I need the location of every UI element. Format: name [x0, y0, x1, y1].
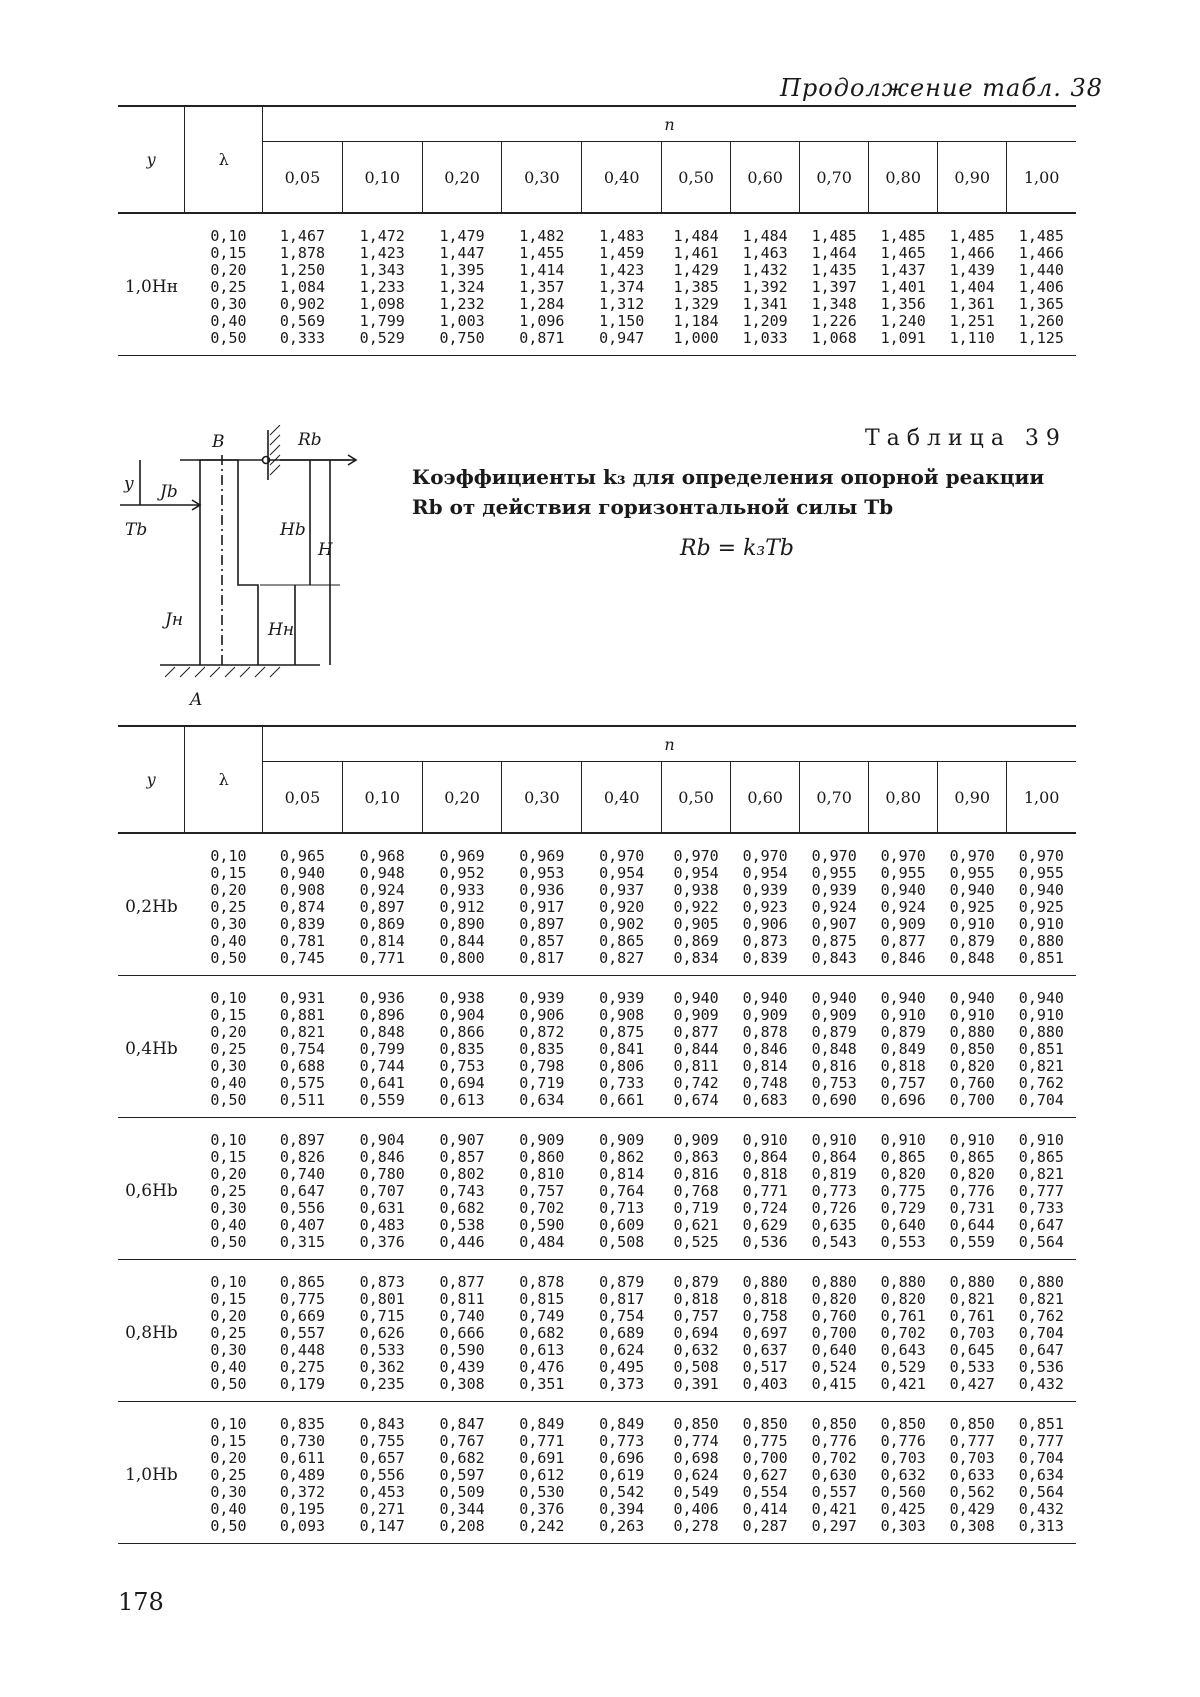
coefficient-column: 0,873 0,801 0,715 0,626 0,533 0,362 0,235: [342, 1260, 422, 1402]
n-value-header: 0,20: [422, 142, 502, 214]
coefficient-column: 0,970 0,955 0,940 0,924 0,909 0,877 0,846: [880, 847, 926, 967]
label-Jn: Jн: [165, 610, 184, 630]
coefficient-column: 0,849 0,773 0,696 0,619 0,542 0,394 0,263: [582, 1402, 662, 1544]
coefficient-column: 0,965 0,940 0,908 0,874 0,839 0,781 0,745: [279, 847, 326, 967]
coefficient-column: 0,939 0,906 0,872 0,835 0,798 0,719 0,634: [502, 976, 582, 1118]
n-value-header: 0,30: [502, 142, 582, 214]
n-value-header: 0,10: [342, 142, 422, 214]
table-38: [118, 105, 1076, 356]
lambda-values: 0,10 0,15 0,20 0,25 0,30 0,40 0,50: [185, 1118, 263, 1260]
n-value-header: 0,10: [342, 762, 422, 834]
coefficient-column: 0,970 0,955 0,940 0,925 0,910 0,880 0,851: [1018, 847, 1064, 967]
n-value-header: 0,30: [502, 762, 582, 834]
column-schema-diagram: [120, 425, 390, 715]
coefficient-column: 0,940 0,910 0,880 0,850 0,820 0,760 0,700: [938, 976, 1007, 1118]
lambda-values: 0,10 0,15 0,20 0,25 0,30 0,40 0,50: [185, 1402, 263, 1544]
n-value-header: 0,80: [869, 142, 938, 214]
coefficient-column: 0,850 0,774 0,698 0,624 0,549 0,406 0,278: [662, 1402, 731, 1544]
coefficient-column: 0,970 0,955 0,940 0,925 0,910 0,879 0,848: [949, 847, 995, 967]
y-header: y: [146, 770, 156, 789]
coefficient-column: 1,484 1,463 1,432 1,392 1,341 1,209 1,033: [742, 227, 788, 347]
n-value-header: 0,40: [582, 142, 662, 214]
coefficient-column: 0,849 0,771 0,691 0,612 0,530 0,376 0,242: [502, 1402, 582, 1544]
n-header: n: [263, 106, 1076, 142]
coefficient-column: 1,472 1,423 1,343 1,233 1,098 1,799 0,529: [359, 227, 405, 347]
coefficient-column: 0,968 0,948 0,924 0,897 0,869 0,814 0,771: [359, 847, 405, 967]
y-value: 0,6Hb: [118, 1118, 185, 1260]
coefficient-column: 1,483 1,459 1,423 1,374 1,312 1,150 0,947: [599, 227, 645, 347]
label-H: H: [318, 540, 333, 560]
coefficient-column: 0,970 0,954 0,938 0,922 0,905 0,869 0,834: [673, 847, 719, 967]
lambda-values: 0,10 0,15 0,20 0,25 0,30 0,40 0,50: [210, 227, 247, 347]
n-value-header: 0,60: [731, 142, 800, 214]
lambda-values: 0,10 0,15 0,20 0,25 0,30 0,40 0,50: [210, 847, 247, 967]
y-value: 0,8Hb: [118, 1260, 185, 1402]
continuation-label: Продолжение табл. 38: [780, 74, 1104, 102]
n-value-header: 0,40: [582, 762, 662, 834]
label-Jb: Jb: [160, 482, 178, 502]
coefficient-column: 1,484 1,461 1,429 1,385 1,329 1,184 1,000: [673, 227, 719, 347]
coefficient-column: 0,940 0,910 0,879 0,849 0,818 0,757 0,696: [869, 976, 938, 1118]
table-body: [118, 213, 1076, 356]
coefficient-column: 1,479 1,447 1,395 1,324 1,232 1,003 0,750: [439, 227, 485, 347]
coefficient-column: 0,879 0,817 0,754 0,689 0,624 0,495 0,373: [582, 1260, 662, 1402]
n-value-header: 1,00: [1007, 142, 1076, 214]
table-39-number: Таблица 39: [865, 426, 1067, 451]
table-row: [118, 213, 1076, 356]
y-header: y: [146, 150, 156, 169]
n-value-header: 0,05: [263, 762, 343, 834]
page-number: 178: [118, 1588, 164, 1616]
coefficient-column: 0,879 0,818 0,757 0,694 0,632 0,508 0,391: [662, 1260, 731, 1402]
n-header: n: [263, 726, 1076, 762]
coefficient-column: 1,467 1,878 1,250 1,084 0,902 0,569 0,333: [279, 227, 326, 347]
table-39-formula: Rb = k₃Tb: [680, 536, 794, 561]
coefficient-column: 0,910 0,865 0,820 0,775 0,729 0,640 0,553: [869, 1118, 938, 1260]
coefficient-column: 1,485 1,464 1,435 1,397 1,348 1,226 1,068: [811, 227, 857, 347]
coefficient-column: 0,939 0,908 0,875 0,841 0,806 0,733 0,661: [582, 976, 662, 1118]
coefficient-column: 0,878 0,815 0,749 0,682 0,613 0,476 0,351: [502, 1260, 582, 1402]
label-A: A: [190, 690, 203, 710]
coefficient-column: 0,850 0,775 0,700 0,627 0,554 0,414 0,287: [731, 1402, 800, 1544]
coefficient-column: 0,850 0,776 0,703 0,632 0,560 0,425 0,303: [869, 1402, 938, 1544]
coefficient-column: 0,850 0,776 0,702 0,630 0,557 0,421 0,297: [800, 1402, 869, 1544]
n-value-header: 0,70: [800, 762, 869, 834]
coefficient-column: 0,910 0,864 0,819 0,773 0,726 0,635 0,543: [800, 1118, 869, 1260]
y-value: 0,4Hb: [118, 976, 185, 1118]
table-body: [118, 833, 1076, 1544]
label-y: y: [124, 474, 134, 494]
coefficient-column: 0,910 0,864 0,818 0,771 0,724 0,629 0,536: [731, 1118, 800, 1260]
n-values-row: [118, 762, 1076, 834]
coefficient-column: 0,910 0,865 0,821 0,777 0,733 0,647 0,564: [1007, 1118, 1076, 1260]
y-value: 1,0Hb: [118, 1402, 185, 1544]
coefficient-column: 0,940 0,910 0,880 0,851 0,821 0,762 0,704: [1007, 976, 1076, 1118]
n-value-header: 1,00: [1007, 762, 1076, 834]
n-value-header: 0,80: [869, 762, 938, 834]
label-Rb: Rb: [298, 430, 322, 450]
n-value-header: 0,20: [422, 762, 502, 834]
coefficient-column: 0,938 0,904 0,866 0,835 0,753 0,694 0,613: [422, 976, 502, 1118]
coefficient-column: 0,907 0,857 0,802 0,743 0,682 0,538 0,446: [422, 1118, 502, 1260]
y-value: 0,2Hb: [125, 897, 178, 917]
coefficient-column: 1,485 1,466 1,439 1,404 1,361 1,251 1,110: [949, 227, 995, 347]
table-row: [118, 1402, 1076, 1544]
coefficient-column: 0,940 0,909 0,878 0,846 0,814 0,748 0,683: [731, 976, 800, 1118]
coefficient-column: 0,851 0,777 0,704 0,634 0,564 0,432 0,313: [1007, 1402, 1076, 1544]
lambda-values: 0,10 0,15 0,20 0,25 0,30 0,40 0,50: [185, 1260, 263, 1402]
n-value-header: 0,70: [800, 142, 869, 214]
label-Hb: Hb: [280, 520, 306, 540]
table-row: [118, 976, 1076, 1118]
lambda-header: λ: [185, 726, 263, 833]
coefficient-column: 0,970 0,954 0,937 0,920 0,902 0,865 0,827: [599, 847, 645, 967]
table-row: [118, 1118, 1076, 1260]
table-row: [118, 833, 1076, 976]
label-Tb: Tb: [125, 520, 148, 540]
coefficient-column: 0,940 0,909 0,879 0,848 0,816 0,753 0,690: [800, 976, 869, 1118]
coefficient-column: 0,880 0,821 0,762 0,704 0,647 0,536 0,432: [1007, 1260, 1076, 1402]
n-value-header: 0,90: [938, 142, 1007, 214]
coefficient-column: 0,969 0,953 0,936 0,917 0,897 0,857 0,817: [519, 847, 565, 967]
coefficient-column: 0,909 0,862 0,814 0,764 0,713 0,609 0,508: [582, 1118, 662, 1260]
coefficient-column: 0,969 0,952 0,933 0,912 0,890 0,844 0,800: [439, 847, 485, 967]
coefficient-column: 0,940 0,909 0,877 0,844 0,811 0,742 0,674: [662, 976, 731, 1118]
coefficient-column: 0,931 0,881 0,821 0,754 0,688 0,575 0,511: [263, 976, 343, 1118]
coefficient-column: 1,485 1,465 1,437 1,401 1,356 1,240 1,091: [880, 227, 926, 347]
coefficient-column: 1,482 1,455 1,414 1,357 1,284 1,096 0,871: [519, 227, 565, 347]
n-value-header: 0,05: [263, 142, 343, 214]
coefficient-column: 0,865 0,775 0,669 0,557 0,448 0,275 0,179: [263, 1260, 343, 1402]
coefficient-column: 0,880 0,820 0,760 0,700 0,640 0,524 0,415: [800, 1260, 869, 1402]
coefficient-column: 0,880 0,820 0,761 0,702 0,643 0,529 0,421: [869, 1260, 938, 1402]
coefficient-column: 0,843 0,755 0,657 0,556 0,453 0,271 0,147: [342, 1402, 422, 1544]
coefficient-column: 0,880 0,821 0,761 0,703 0,645 0,533 0,427: [938, 1260, 1007, 1402]
coefficient-column: 0,909 0,860 0,810 0,757 0,702 0,590 0,484: [502, 1118, 582, 1260]
table-39: [118, 725, 1076, 1544]
coefficient-column: 1,485 1,466 1,440 1,406 1,365 1,260 1,125: [1018, 227, 1064, 347]
coefficient-column: 0,877 0,811 0,740 0,666 0,590 0,439 0,308: [422, 1260, 502, 1402]
n-value-header: 0,60: [731, 762, 800, 834]
table-row: [118, 1260, 1076, 1402]
coefficient-column: 0,936 0,896 0,848 0,799 0,744 0,641 0,559: [342, 976, 422, 1118]
coefficient-column: 0,909 0,863 0,816 0,768 0,719 0,621 0,525: [662, 1118, 731, 1260]
y-value: 1,0Hн: [124, 277, 179, 297]
coefficient-column: 0,910 0,865 0,820 0,776 0,731 0,644 0,559: [938, 1118, 1007, 1260]
n-value-header: 0,90: [938, 762, 1007, 834]
coefficient-column: 0,880 0,818 0,758 0,697 0,637 0,517 0,403: [731, 1260, 800, 1402]
coefficient-column: 0,835 0,730 0,611 0,489 0,372 0,195 0,093: [263, 1402, 343, 1544]
n-value-header: 0,50: [662, 762, 731, 834]
label-B: B: [212, 432, 225, 452]
label-Hn: Hн: [268, 620, 295, 640]
n-value-header: 0,50: [662, 142, 731, 214]
lambda-header: λ: [185, 106, 263, 213]
lambda-values: 0,10 0,15 0,20 0,25 0,30 0,40 0,50: [185, 976, 263, 1118]
coefficient-column: 0,850 0,777 0,703 0,633 0,562 0,429 0,308: [938, 1402, 1007, 1544]
n-values-row: [118, 142, 1076, 214]
coefficient-column: 0,897 0,826 0,740 0,647 0,556 0,407 0,315: [263, 1118, 343, 1260]
coefficient-column: 0,970 0,954 0,939 0,923 0,906 0,873 0,839: [742, 847, 788, 967]
coefficient-column: 0,847 0,767 0,682 0,597 0,509 0,344 0,208: [422, 1402, 502, 1544]
column-outline: [200, 460, 258, 665]
coefficient-column: 0,904 0,846 0,780 0,707 0,631 0,483 0,376: [342, 1118, 422, 1260]
table-39-caption: Коэффициенты k₃ для определения опорной реакции Rb от действия горизонтальной силы Tb: [412, 465, 1045, 519]
coefficient-column: 0,970 0,955 0,939 0,924 0,907 0,875 0,843: [811, 847, 857, 967]
